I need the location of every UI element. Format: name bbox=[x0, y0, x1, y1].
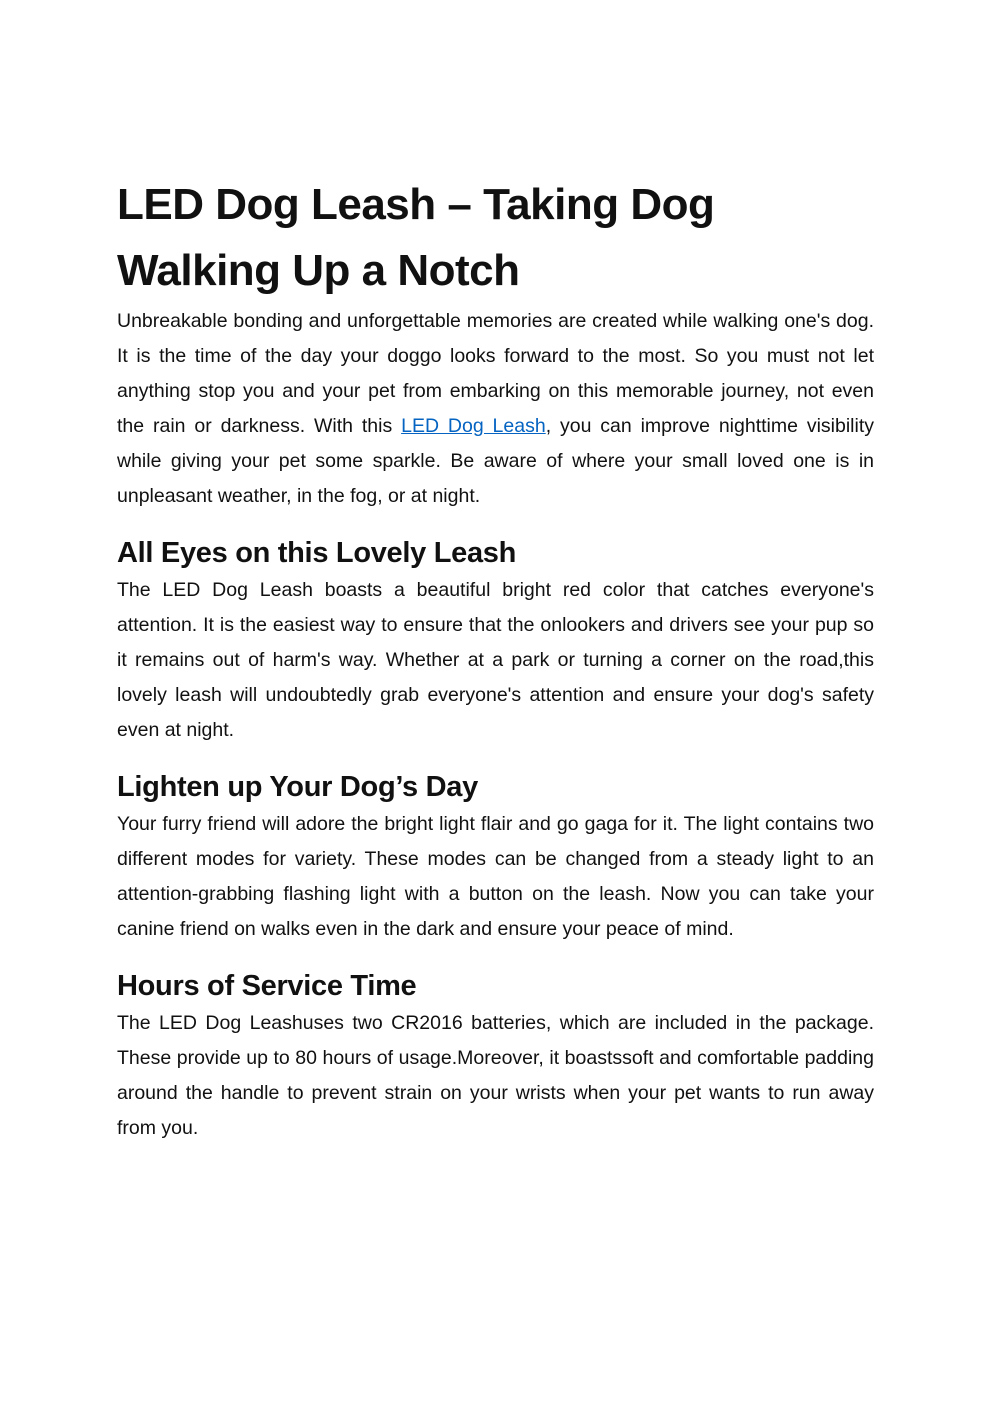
section-heading-lighten-up: Lighten up Your Dog’s Day bbox=[117, 771, 478, 803]
section-body-lovely-leash: The LED Dog Leash boasts a beautiful bright red color that catches everyone's attention. It is the easiest way to ensure that the onlookers and drivers see your pup so it remains out of harm's way. Whether at a park or turning a corner on the road,this lovely leash will undoubtedly grab everyone's attention and ensure your dog's safety even at night. bbox=[117, 579, 874, 741]
section-body-service-time: The LED Dog Leashuses two CR2016 batteries, which are included in the package. These provide up to 80 hours of usage.Moreover, it boastssoft and comfortable padding around the handle to prevent strain on your wrists when your pet wants to run away from you. bbox=[117, 1012, 874, 1139]
section-heading-service-time: Hours of Service Time bbox=[117, 970, 417, 1002]
section-body-lighten-up: Your furry friend will adore the bright light flair and go gaga for it. The light contains two different modes for variety. These modes can be changed from a steady light to an attention-grabbing flashing light with a button on the leash. Now you can take your canine friend on walks even in the dark and ensure your peace of mind. bbox=[117, 813, 874, 940]
led-dog-leash-link[interactable]: LED Dog Leash bbox=[401, 415, 546, 437]
document-page bbox=[117, 172, 874, 1146]
intro-paragraph bbox=[117, 304, 874, 514]
section-heading-lovely-leash: All Eyes on this Lovely Leash bbox=[117, 537, 517, 569]
intro-text-after-link: , you can improve nighttime visibility while giving your pet some sparkle. Be aware of where your small loved one is in unpleasant weather, in the fog, or at night. bbox=[117, 415, 875, 507]
page-title: LED Dog Leash – Taking Dog Walking Up a Notch bbox=[117, 180, 715, 295]
intro-text-before-link: Unbreakable bonding and unforgettable memories are created while walking one's dog. It is the time of the day your doggo looks forward to the most. So you must not let anything stop you and your pet from embarking on this memorable journey, not even the rain or darkness. With this bbox=[117, 310, 874, 437]
